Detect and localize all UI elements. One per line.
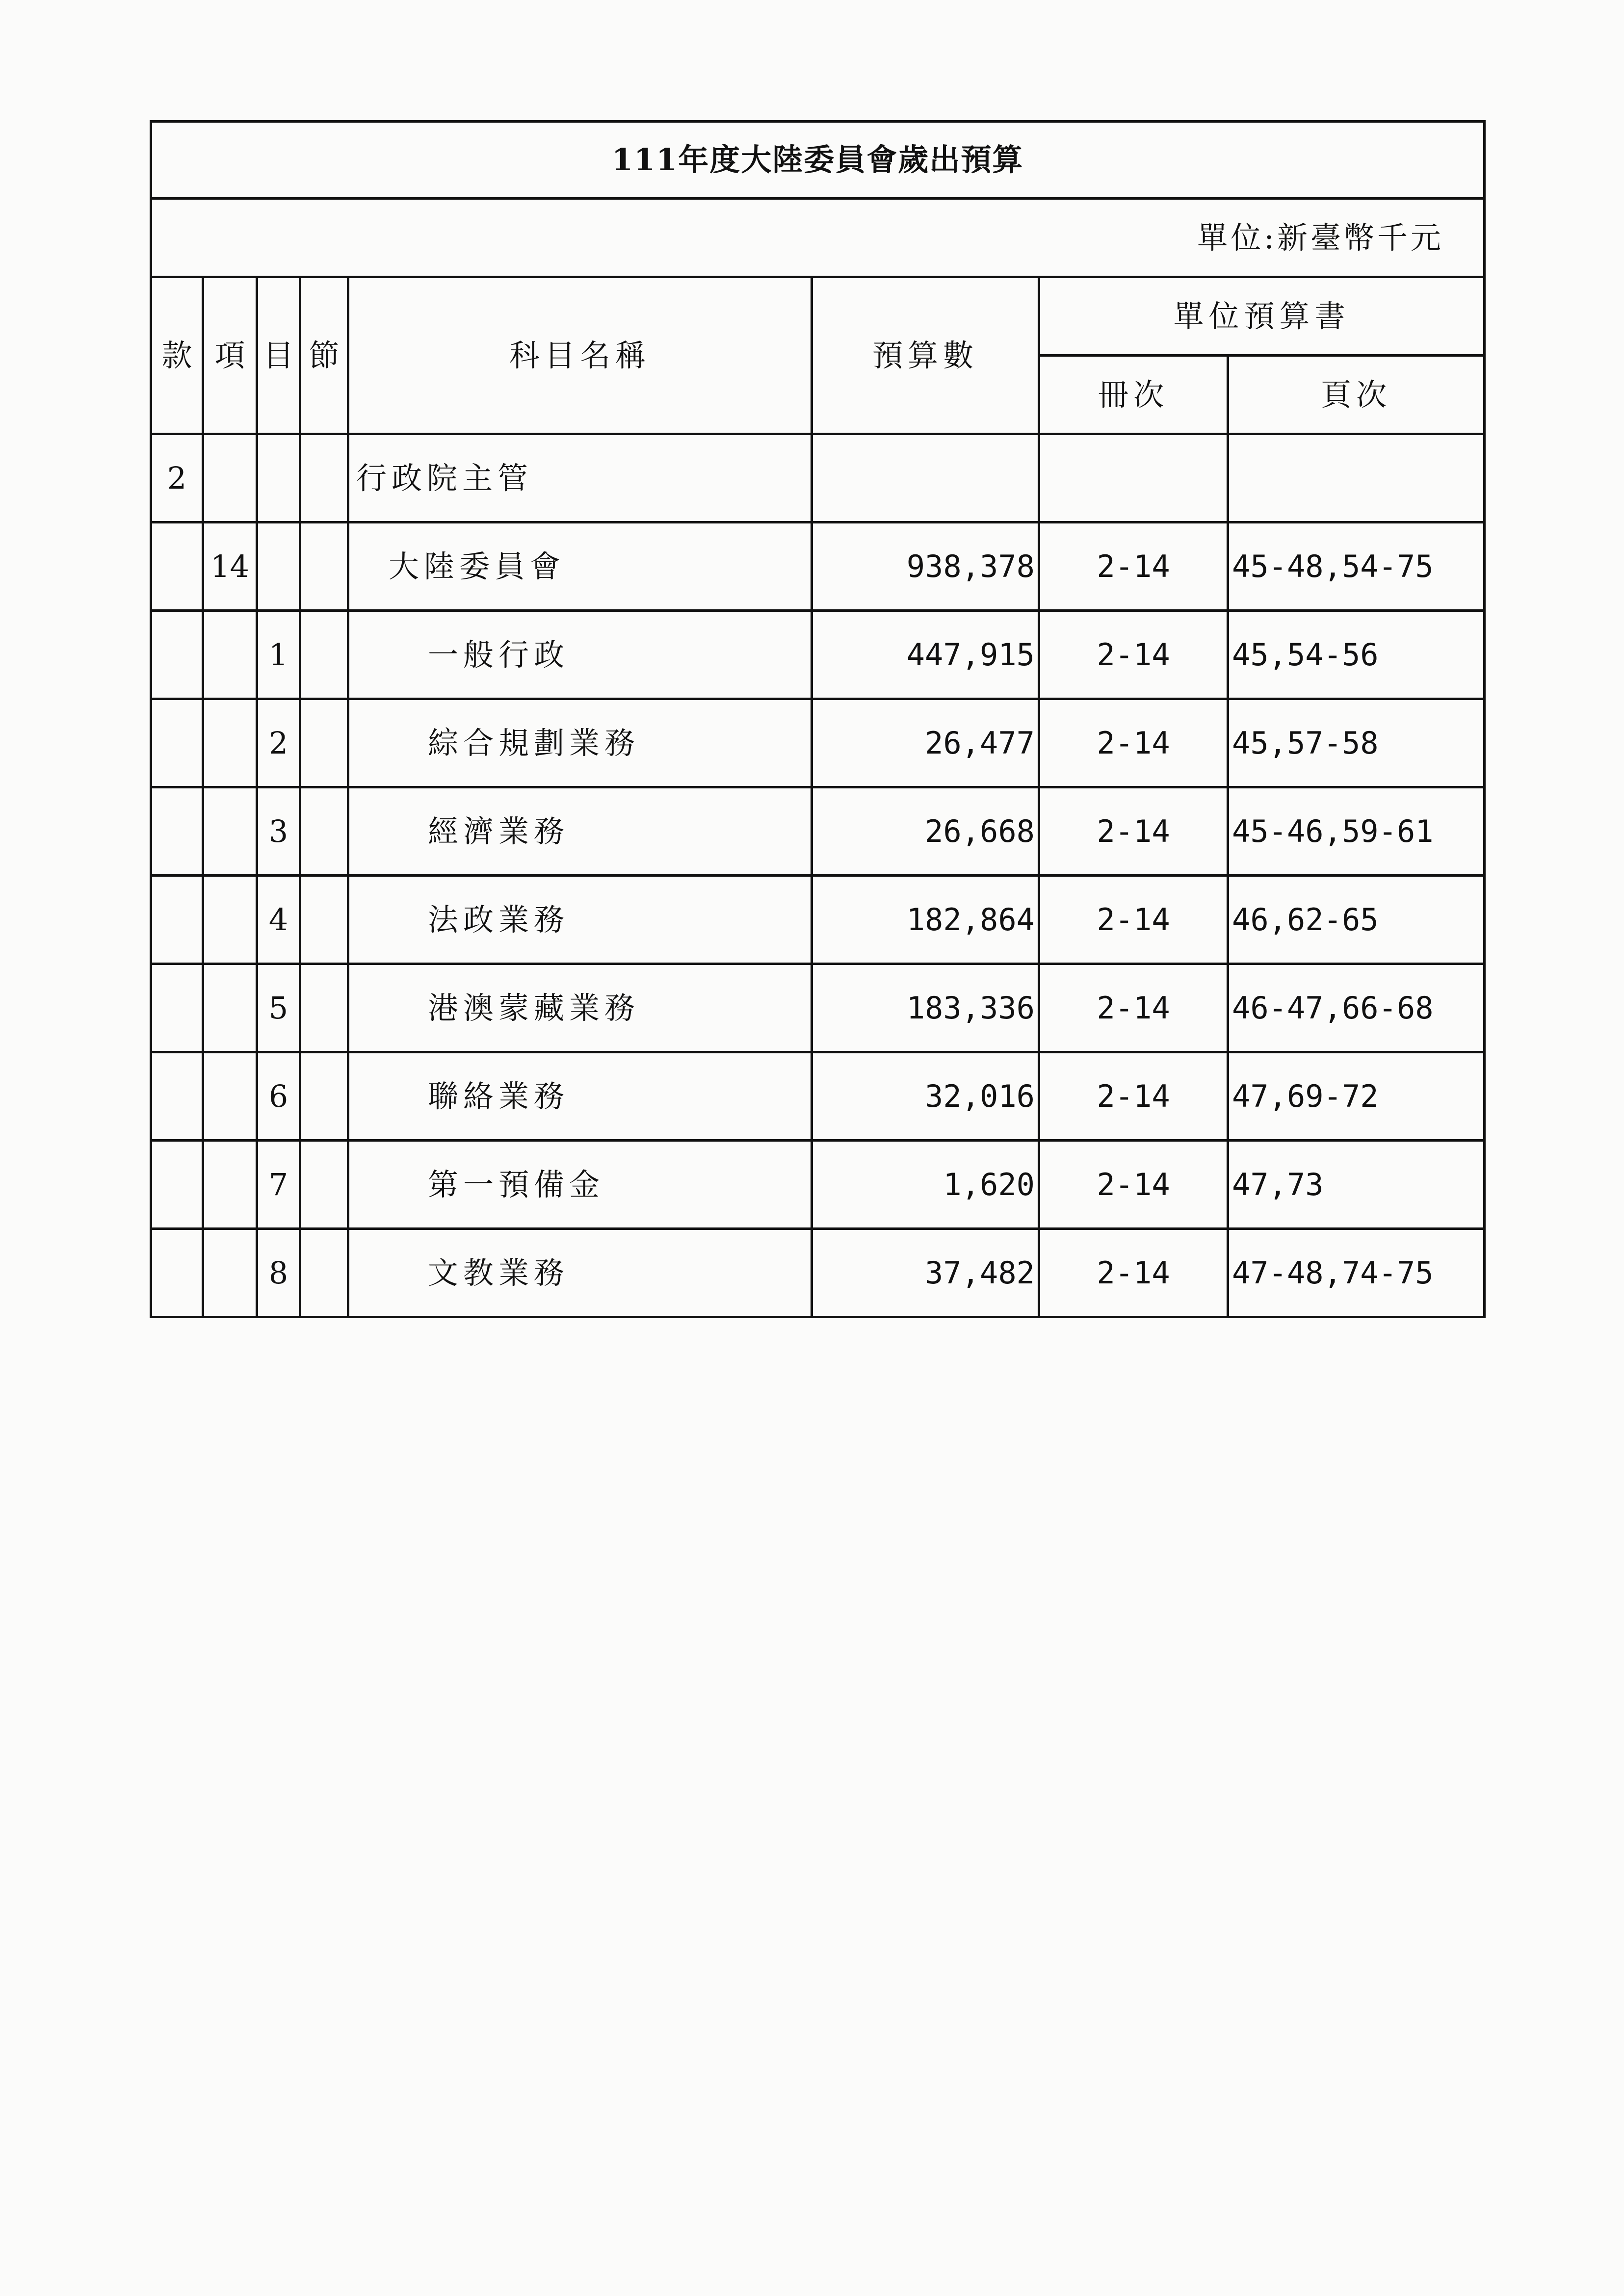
cell-page: 47-48,74-75: [1228, 1229, 1485, 1317]
cell-mu: 6: [257, 1052, 300, 1141]
cell-kuan: 2: [151, 434, 203, 522]
header-volume: 冊次: [1039, 356, 1228, 434]
budget-table: [150, 120, 1486, 1318]
cell-volume: 2-14: [1039, 787, 1228, 876]
cell-page: [1228, 434, 1485, 522]
cell-mu: 2: [257, 699, 300, 787]
header-amount: 預算數: [812, 277, 1039, 434]
cell-mu: [257, 522, 300, 611]
subject-name: 法政業務: [428, 901, 570, 938]
table-title: 111年度大陸委員會歲出預算: [151, 122, 1485, 199]
subject-name: 大陸委員會: [389, 548, 566, 584]
table-row: [151, 1229, 1485, 1317]
cell-jie: [300, 1141, 348, 1229]
cell-mu: 4: [257, 876, 300, 964]
header-kuan: 款: [151, 277, 203, 434]
table-row: [151, 611, 1485, 699]
cell-volume: 2-14: [1039, 699, 1228, 787]
cell-volume: 2-14: [1039, 522, 1228, 611]
cell-jie: [300, 1229, 348, 1317]
cell-xiang: [203, 611, 257, 699]
cell-volume: 2-14: [1039, 1141, 1228, 1229]
cell-jie: [300, 1052, 348, 1141]
cell-name: [348, 611, 812, 699]
cell-amount: 182,864: [812, 876, 1039, 964]
cell-name: [348, 434, 812, 522]
cell-volume: [1039, 434, 1228, 522]
cell-name: [348, 1052, 812, 1141]
cell-xiang: [203, 1141, 257, 1229]
header-row-top: [151, 277, 1485, 356]
subject-name: 聯絡業務: [428, 1078, 570, 1114]
cell-xiang: [203, 787, 257, 876]
cell-volume: 2-14: [1039, 876, 1228, 964]
subject-name: 經濟業務: [428, 813, 570, 849]
cell-name: [348, 876, 812, 964]
table-row: [151, 699, 1485, 787]
subject-name: 行政院主管: [356, 460, 533, 496]
cell-jie: [300, 434, 348, 522]
cell-amount: 26,668: [812, 787, 1039, 876]
table-row: [151, 1141, 1485, 1229]
cell-volume: 2-14: [1039, 1052, 1228, 1141]
cell-kuan: [151, 787, 203, 876]
cell-jie: [300, 699, 348, 787]
cell-amount: 37,482: [812, 1229, 1039, 1317]
cell-mu: 5: [257, 964, 300, 1052]
table-row: [151, 1052, 1485, 1141]
unit-label: 單位:新臺幣千元: [151, 199, 1485, 277]
table-row: [151, 964, 1485, 1052]
cell-name: [348, 964, 812, 1052]
subject-name: 港澳蒙藏業務: [428, 990, 640, 1026]
cell-amount: 938,378: [812, 522, 1039, 611]
cell-volume: 2-14: [1039, 1229, 1228, 1317]
cell-amount: [812, 434, 1039, 522]
cell-volume: 2-14: [1039, 611, 1228, 699]
cell-amount: 26,477: [812, 699, 1039, 787]
cell-xiang: 14: [203, 522, 257, 611]
subject-name: 一般行政: [428, 636, 570, 673]
table-row: [151, 876, 1485, 964]
cell-name: [348, 787, 812, 876]
cell-jie: [300, 876, 348, 964]
cell-kuan: [151, 1052, 203, 1141]
cell-xiang: [203, 1229, 257, 1317]
cell-xiang: [203, 876, 257, 964]
cell-amount: 1,620: [812, 1141, 1039, 1229]
cell-jie: [300, 522, 348, 611]
header-unit-book: 單位預算書: [1039, 277, 1485, 356]
table-row: [151, 434, 1485, 522]
cell-kuan: [151, 1141, 203, 1229]
subject-name: 第一預備金: [428, 1166, 605, 1202]
cell-kuan: [151, 699, 203, 787]
table-row: [151, 787, 1485, 876]
cell-amount: 447,915: [812, 611, 1039, 699]
cell-page: 45,57-58: [1228, 699, 1485, 787]
unit-row: [151, 199, 1485, 277]
cell-mu: 3: [257, 787, 300, 876]
subject-name: 綜合規劃業務: [428, 725, 640, 761]
cell-kuan: [151, 1229, 203, 1317]
cell-page: 46,62-65: [1228, 876, 1485, 964]
cell-page: 45-46,59-61: [1228, 787, 1485, 876]
header-page: 頁次: [1228, 356, 1485, 434]
cell-mu: 7: [257, 1141, 300, 1229]
cell-name: [348, 522, 812, 611]
cell-xiang: [203, 699, 257, 787]
cell-kuan: [151, 611, 203, 699]
table-row: [151, 522, 1485, 611]
header-xiang: 項: [203, 277, 257, 434]
cell-amount: 32,016: [812, 1052, 1039, 1141]
cell-mu: 8: [257, 1229, 300, 1317]
cell-kuan: [151, 964, 203, 1052]
cell-xiang: [203, 1052, 257, 1141]
cell-volume: 2-14: [1039, 964, 1228, 1052]
cell-name: [348, 1141, 812, 1229]
cell-page: 45-48,54-75: [1228, 522, 1485, 611]
cell-kuan: [151, 522, 203, 611]
header-name: 科目名稱: [348, 277, 812, 434]
cell-xiang: [203, 434, 257, 522]
title-row: [151, 122, 1485, 199]
header-mu: 目: [257, 277, 300, 434]
header-jie: 節: [300, 277, 348, 434]
cell-jie: [300, 611, 348, 699]
cell-jie: [300, 787, 348, 876]
cell-mu: 1: [257, 611, 300, 699]
cell-name: [348, 1229, 812, 1317]
cell-page: 45,54-56: [1228, 611, 1485, 699]
cell-jie: [300, 964, 348, 1052]
cell-kuan: [151, 876, 203, 964]
cell-page: 47,73: [1228, 1141, 1485, 1229]
cell-name: [348, 699, 812, 787]
cell-page: 47,69-72: [1228, 1052, 1485, 1141]
cell-page: 46-47,66-68: [1228, 964, 1485, 1052]
cell-amount: 183,336: [812, 964, 1039, 1052]
subject-name: 文教業務: [428, 1254, 570, 1291]
cell-mu: [257, 434, 300, 522]
cell-xiang: [203, 964, 257, 1052]
